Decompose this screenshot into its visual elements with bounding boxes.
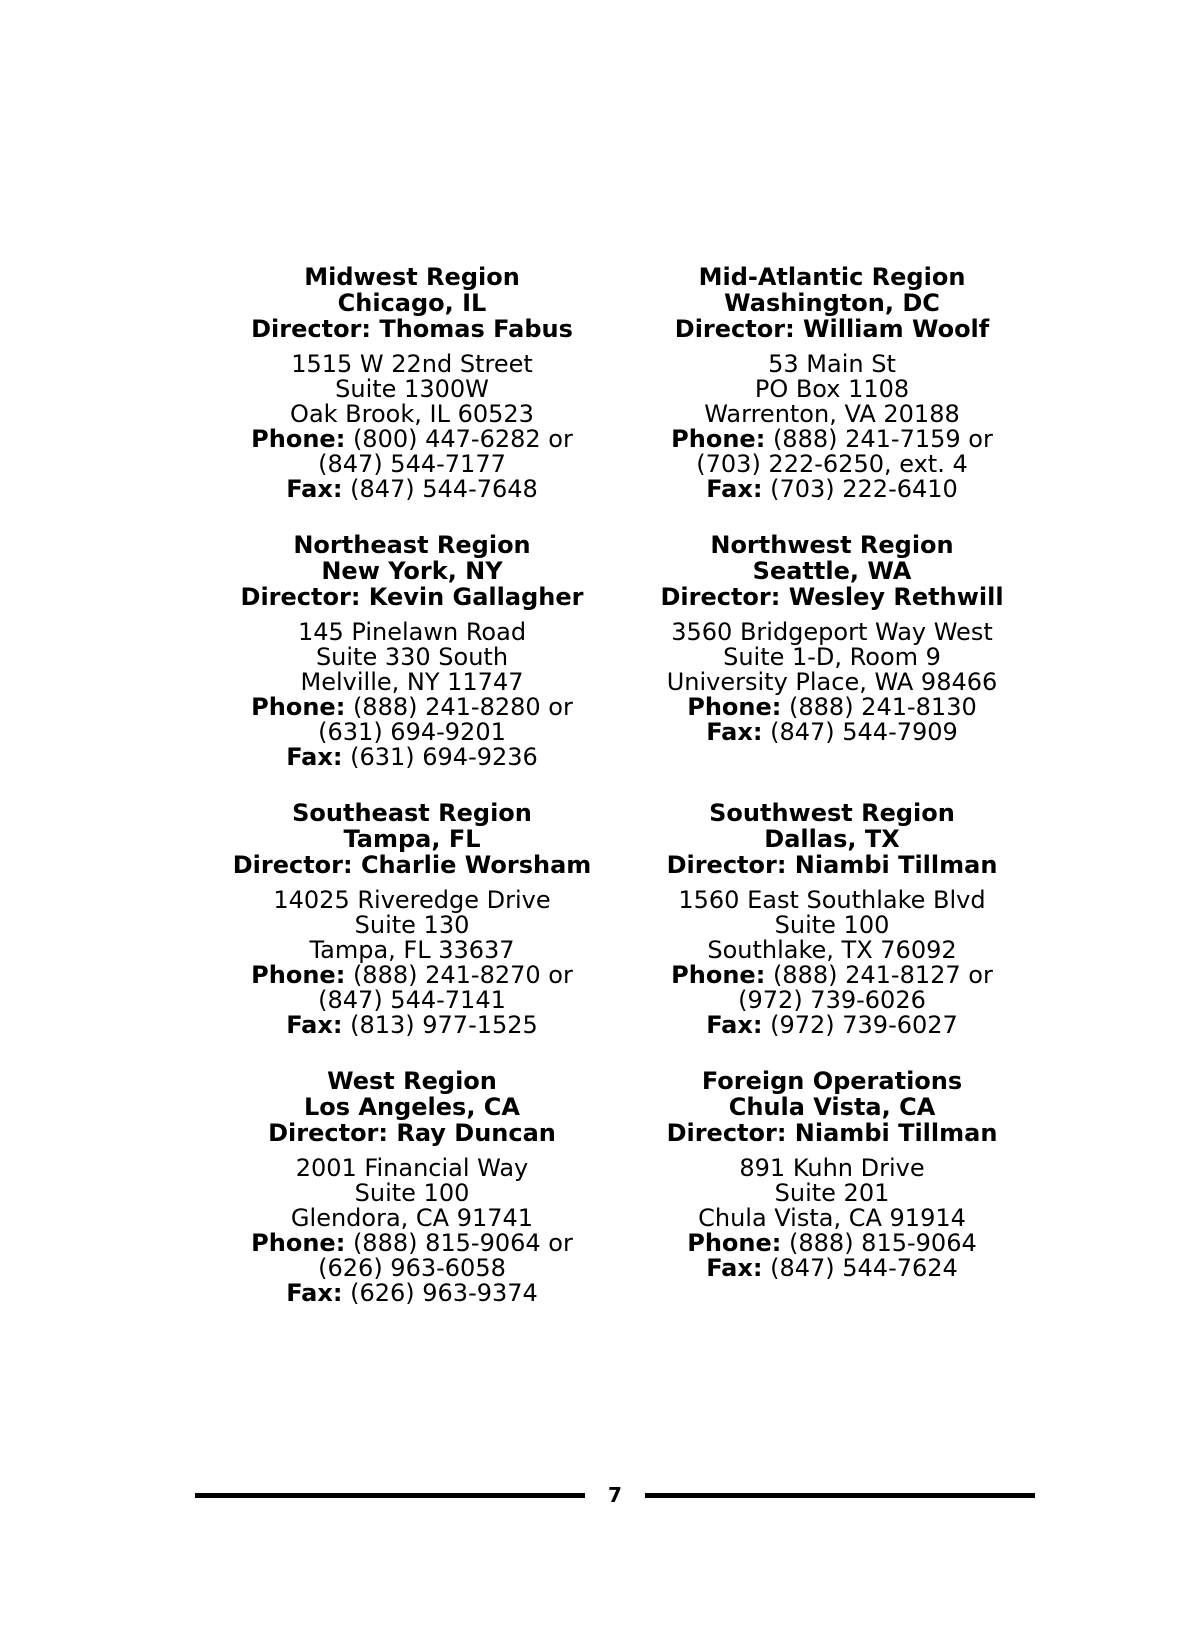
fax-label: Fax: (706, 475, 763, 503)
phone-number: (888) 815-9064 or (352, 1229, 573, 1257)
phone-number: (888) 241-7159 or (772, 425, 993, 453)
address-line: Glendora, CA 91741 (290, 1204, 534, 1232)
fax-label: Fax: (286, 743, 343, 771)
address-line: 2001 Financial Way (295, 1154, 529, 1182)
region-city: Dallas, TX (764, 825, 900, 853)
region-name: Southeast Region (292, 799, 532, 827)
phone-line (624, 427, 1040, 452)
address-line: Oak Brook, IL 60523 (290, 400, 534, 428)
phone-label: Phone: (671, 425, 766, 453)
region-address (200, 1156, 624, 1306)
region-name: Northwest Region (710, 531, 954, 559)
fax-line (200, 1013, 624, 1038)
region-block-southeast (200, 800, 624, 1038)
fax-line (200, 477, 624, 502)
fax-line (624, 720, 1040, 745)
address-line: Suite 100 (354, 1179, 470, 1207)
region-heading (624, 800, 1040, 878)
region-heading (200, 264, 624, 342)
phone-line (200, 1231, 624, 1256)
address-line: Tampa, FL 33637 (309, 936, 515, 964)
region-block-west (200, 1068, 624, 1306)
region-director: Director: Niambi Tillman (666, 1119, 998, 1147)
phone-label: Phone: (251, 693, 346, 721)
address-line: 1515 W 22nd Street (291, 350, 533, 378)
region-name: West Region (327, 1067, 497, 1095)
region-city: Los Angeles, CA (304, 1093, 520, 1121)
address-line: 14025 Riveredge Drive (273, 886, 551, 914)
phone-alt-line: (847) 544-7141 (318, 986, 506, 1014)
phone-number: (888) 241-8130 (789, 693, 977, 721)
phone-line (200, 963, 624, 988)
region-name: Mid-Atlantic Region (698, 263, 966, 291)
fax-number: (847) 544-7624 (770, 1254, 958, 1282)
address-line: Chula Vista, CA 91914 (698, 1204, 966, 1232)
phone-number: (888) 241-8270 or (352, 961, 573, 989)
address-line: 1560 East Southlake Blvd (678, 886, 986, 914)
region-director: Director: Wesley Rethwill (660, 583, 1004, 611)
phone-line (624, 963, 1040, 988)
phone-line (624, 695, 1040, 720)
fax-number: (813) 977-1525 (350, 1011, 538, 1039)
phone-number: (888) 241-8127 or (772, 961, 993, 989)
region-name: Foreign Operations (701, 1067, 963, 1095)
fax-line (624, 1013, 1040, 1038)
phone-line (200, 695, 624, 720)
region-heading (200, 800, 624, 878)
address-line: 145 Pinelawn Road (297, 618, 527, 646)
phone-alt-line: (626) 963-6058 (318, 1254, 506, 1282)
region-address (624, 888, 1040, 1038)
regional-offices-grid (200, 264, 1040, 1306)
phone-alt-line: (703) 222-6250, ext. 4 (696, 450, 968, 478)
fax-line (624, 1256, 1040, 1281)
address-line: Southlake, TX 76092 (707, 936, 957, 964)
fax-number: (972) 739-6027 (770, 1011, 958, 1039)
address-line: 53 Main St (768, 350, 896, 378)
region-address (200, 620, 624, 770)
address-line: Suite 201 (774, 1179, 890, 1207)
fax-number: (847) 544-7909 (770, 718, 958, 746)
page-footer (195, 1480, 1035, 1510)
phone-number: (800) 447-6282 or (352, 425, 573, 453)
phone-label: Phone: (251, 425, 346, 453)
address-line: 3560 Bridgeport Way West (671, 618, 993, 646)
footer-rule-left (195, 1493, 585, 1498)
phone-number: (888) 241-8280 or (352, 693, 573, 721)
region-block-southwest (624, 800, 1040, 1038)
phone-alt-line: (847) 544-7177 (318, 450, 506, 478)
footer-rule-right (645, 1493, 1035, 1498)
address-line: Warrenton, VA 20188 (704, 400, 960, 428)
region-heading (200, 1068, 624, 1146)
fax-label: Fax: (286, 1011, 343, 1039)
fax-label: Fax: (706, 1011, 763, 1039)
region-director: Director: Thomas Fabus (251, 315, 573, 343)
phone-number: (888) 815-9064 (789, 1229, 977, 1257)
address-line: University Place, WA 98466 (666, 668, 998, 696)
fax-line (624, 477, 1040, 502)
region-director: Director: Ray Duncan (268, 1119, 556, 1147)
region-block-northwest (624, 532, 1040, 770)
region-director: Director: Niambi Tillman (666, 851, 998, 879)
phone-line (200, 427, 624, 452)
region-address (624, 1156, 1040, 1281)
fax-number: (703) 222-6410 (770, 475, 958, 503)
phone-label: Phone: (671, 961, 766, 989)
phone-label: Phone: (687, 693, 782, 721)
region-block-northeast (200, 532, 624, 770)
fax-number: (631) 694-9236 (350, 743, 538, 771)
region-city: New York, NY (321, 557, 503, 585)
region-address (200, 352, 624, 502)
address-line: Suite 1-D, Room 9 (723, 643, 941, 671)
region-city: Tampa, FL (343, 825, 481, 853)
region-heading (624, 264, 1040, 342)
fax-label: Fax: (706, 718, 763, 746)
fax-label: Fax: (286, 1279, 343, 1307)
region-city: Seattle, WA (752, 557, 912, 585)
region-block-mid-atlantic (624, 264, 1040, 502)
address-line: PO Box 1108 (754, 375, 910, 403)
region-address (624, 352, 1040, 502)
region-block-midwest (200, 264, 624, 502)
phone-label: Phone: (687, 1229, 782, 1257)
region-address (624, 620, 1040, 745)
address-line: Suite 1300W (335, 375, 489, 403)
phone-label: Phone: (251, 961, 346, 989)
fax-line (200, 1281, 624, 1306)
phone-line (624, 1231, 1040, 1256)
region-block-foreign-operations (624, 1068, 1040, 1306)
region-heading (200, 532, 624, 610)
region-city: Chicago, IL (337, 289, 487, 317)
region-director: Director: Charlie Worsham (232, 851, 592, 879)
region-name: Northeast Region (293, 531, 531, 559)
region-name: Midwest Region (304, 263, 520, 291)
fax-number: (847) 544-7648 (350, 475, 538, 503)
page-number: 7 (608, 1483, 622, 1507)
region-name: Southwest Region (709, 799, 955, 827)
address-line: 891 Kuhn Drive (739, 1154, 925, 1182)
region-director: Director: William Woolf (674, 315, 990, 343)
phone-alt-line: (972) 739-6026 (738, 986, 926, 1014)
address-line: Suite 100 (774, 911, 890, 939)
region-heading (624, 532, 1040, 610)
region-city: Chula Vista, CA (728, 1093, 936, 1121)
fax-number: (626) 963-9374 (350, 1279, 538, 1307)
address-line: Melville, NY 11747 (300, 668, 524, 696)
fax-label: Fax: (286, 475, 343, 503)
fax-label: Fax: (706, 1254, 763, 1282)
phone-alt-line: (631) 694-9201 (318, 718, 506, 746)
phone-label: Phone: (251, 1229, 346, 1257)
address-line: Suite 130 (354, 911, 470, 939)
region-city: Washington, DC (724, 289, 940, 317)
address-line: Suite 330 South (315, 643, 509, 671)
fax-line (200, 745, 624, 770)
region-address (200, 888, 624, 1038)
region-heading (624, 1068, 1040, 1146)
region-director: Director: Kevin Gallagher (240, 583, 584, 611)
